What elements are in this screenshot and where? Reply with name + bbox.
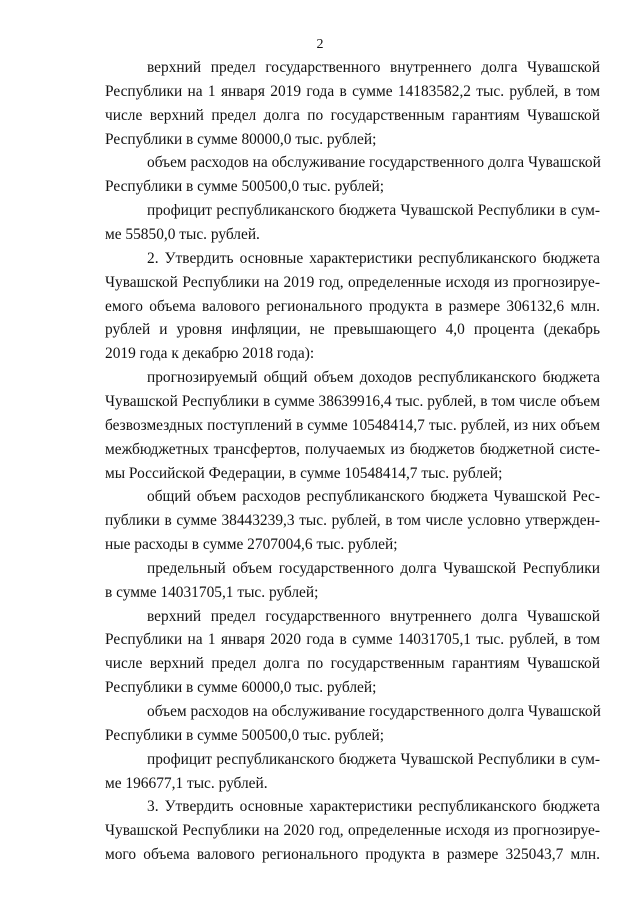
text-line: числе верхний предел долга по государственным гарантиям Чувашской — [105, 106, 600, 124]
text-line: профицит республиканского бюджета Чувашской Республики в сум- — [147, 202, 600, 220]
text-line: верхний предел государственного внутреннего долга Чувашской — [147, 607, 600, 625]
text-line: числе верхний предел долга по государственным гарантиям Чувашской — [105, 655, 600, 673]
text-line: Чувашской Республики на 2020 год, определенные исходя из прогнозируе- — [105, 822, 600, 840]
text-line: 2. Утвердить основные характеристики республиканского бюджета — [147, 249, 600, 267]
page-number: 2 — [316, 37, 324, 52]
text-line: мого объема валового регионального продукта в размере 325043,7 млн. — [105, 846, 600, 864]
text-line: Республики на 1 января 2020 года в сумме 14031705,1 тыс. рублей, в том — [105, 631, 600, 649]
text-line: емого объема валового регионального продукта в размере 306132,6 млн. — [105, 297, 600, 315]
text-line: верхний предел государственного внутреннего долга Чувашской — [147, 59, 600, 76]
text-line: прогнозируемый общий объем доходов республиканского бюджета — [147, 369, 600, 387]
text-line: предельный объем государственного долга Чувашской Республики — [147, 559, 600, 577]
text-line: рублей и уровня инфляции, не превышающего 4,0 процента (декабрь — [105, 321, 600, 339]
text-line: Чувашской Республики на 2019 год, определенные исходя из прогнозируе- — [105, 273, 600, 291]
text-line: общий объем расходов республиканского бюджета Чувашской Рес- — [147, 488, 600, 506]
text-line: ме 196677,1 тыс. рублей. — [105, 774, 268, 792]
text-line: объем расходов на обслуживание государственного долга Чувашской — [147, 703, 601, 720]
text-line: публики в сумме 38443239,3 тыс. рублей, в том числе условно утвержден- — [105, 512, 600, 530]
text-line: объем расходов на обслуживание государственного долга Чувашской — [147, 154, 601, 172]
text-line: безвозмездных поступлений в сумме 10548414,7 тыс. рублей, из них объем — [105, 416, 600, 434]
text-line: в сумме 14031705,1 тыс. рублей; — [105, 583, 319, 601]
text-line: Республики в сумме 500500,0 тыс. рублей; — [105, 178, 385, 196]
text-line: мы Российской Федерации, в сумме 10548414,7 тыс. рублей; — [105, 464, 503, 482]
text-line: ные расходы в сумме 2707004,6 тыс. рублей; — [105, 536, 398, 553]
text-line: Республики в сумме 500500,0 тыс. рублей; — [105, 726, 385, 744]
text-line: ме 55850,0 тыс. рублей. — [105, 226, 260, 243]
text-line: Республики на 1 января 2019 года в сумме 14183582,2 тыс. рублей, в том — [105, 82, 600, 100]
text-line: межбюджетных трансфертов, получаемых из бюджетов бюджетной систе- — [105, 440, 600, 458]
text-line: профицит республиканского бюджета Чувашской Республики в сум- — [147, 750, 600, 768]
text-line: 2019 года к декабрю 2018 года): — [105, 345, 315, 363]
text-line: Чувашской Республики в сумме 38639916,4 тыс. рублей, в том числе объем — [105, 392, 600, 410]
text-line: Республики в сумме 80000,0 тыс. рублей; — [105, 130, 377, 148]
text-line: 3. Утвердить основные характеристики республиканского бюджета — [147, 798, 600, 816]
text-line: Республики в сумме 60000,0 тыс. рублей; — [105, 679, 377, 697]
